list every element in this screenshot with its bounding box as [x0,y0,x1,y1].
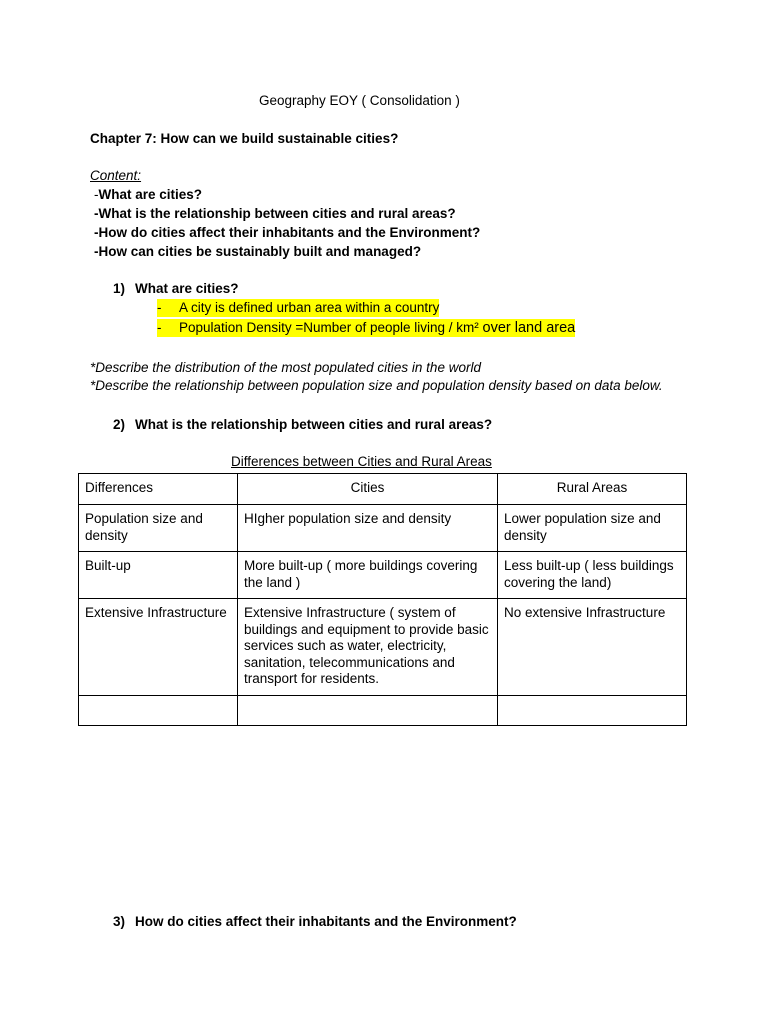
section-number: 3) [113,914,126,929]
table-cell: Lower population size and density [498,505,687,552]
note: *Describe the distribution of the most populated cities in the world [90,360,481,375]
table-cell [238,696,498,726]
table-header-row [79,474,687,505]
bullet-dash: - [157,320,162,335]
comparison-table [78,473,687,726]
bullet-text: Population Density =Number of people living / km² [179,320,483,335]
table-cell: Extensive Infrastructure [79,599,238,696]
table-cell [498,696,687,726]
section-title: What is the relationship between cities and rural areas? [135,417,493,432]
bullet-item [157,299,439,317]
chapter-heading: Chapter 7: How can we build sustainable cities? [90,131,399,146]
section-title: How do cities affect their inhabitants and the Environment? [135,914,517,929]
content-item: -What are cities? [94,187,203,202]
bullet-text: A city is defined urban area within a country [179,300,440,315]
table-cell: More built-up ( more buildings covering the land ) [238,552,498,599]
table-cell: No extensive Infrastructure [498,599,687,696]
section-1-heading [113,280,239,298]
section-number: 1) [113,281,126,296]
table-cell: Less built-up ( less buildings covering the land) [498,552,687,599]
note: *Describe the relationship between population size and population density based on data below. [90,378,663,393]
table-cell: Built-up [79,552,238,599]
table-cell [79,696,238,726]
content-item: -How can cities be sustainably built and managed? [94,244,422,259]
table-row [79,505,687,552]
table-header-cell: Cities [238,474,498,505]
content-item: -How do cities affect their inhabitants and the Environment? [94,225,481,240]
section-number: 2) [113,417,126,432]
table-cell: HIgher population size and density [238,505,498,552]
bullet-dash: - [157,300,162,315]
table-row [79,599,687,696]
section-2-heading [113,416,492,434]
section-3-heading [113,913,517,931]
table-row [79,696,687,726]
table-header-cell: Rural Areas [498,474,687,505]
table-header-cell: Differences [79,474,238,505]
page-title: Geography EOY ( Consolidation ) [259,93,460,108]
bullet-item [157,319,575,337]
content-item: -What is the relationship between cities and rural areas? [94,206,456,221]
bullet-text-tail: over land area [482,320,576,336]
table-row [79,552,687,599]
table-cell: Extensive Infrastructure ( system of buildings and equipment to provide basic services such as water, electricity, sanitation, telecommunications and transport for residents. [238,599,498,696]
content-label: Content: [90,168,142,183]
table-caption: Differences between Cities and Rural Areas [231,454,492,469]
section-title: What are cities? [135,281,239,296]
table-cell: Population size and density [79,505,238,552]
